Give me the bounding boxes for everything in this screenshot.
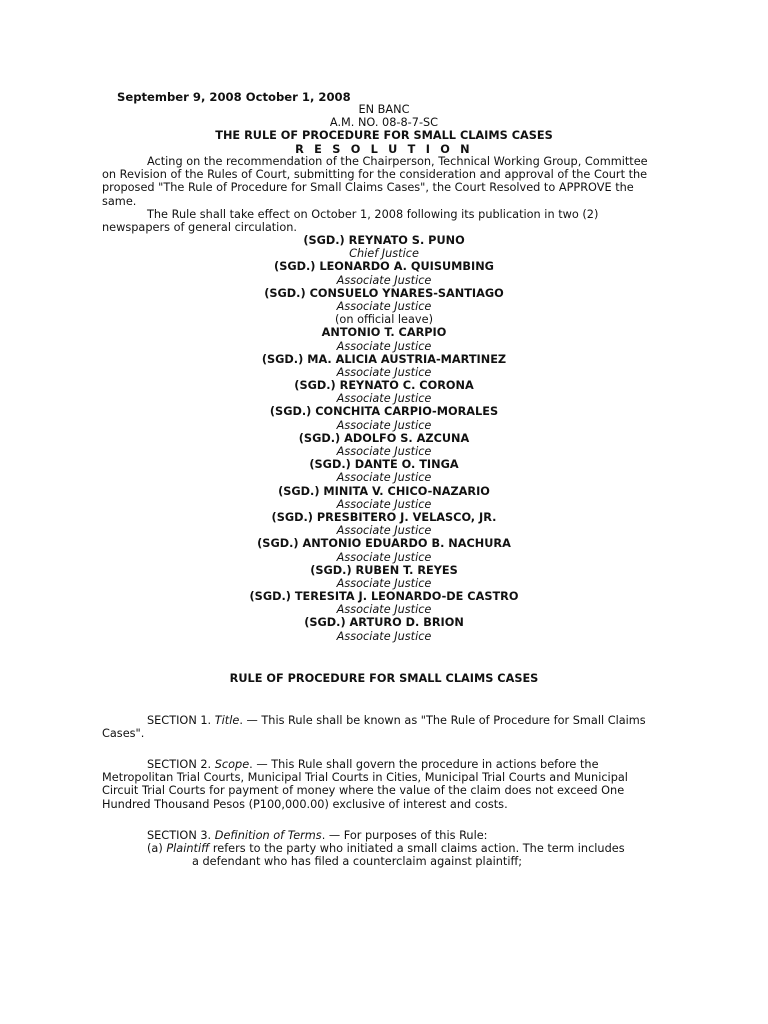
rule-heading: RULE OF PROCEDURE FOR SMALL CLAIMS CASES xyxy=(229,672,539,685)
signatory-title: Chief Justice xyxy=(349,247,419,261)
signatory-title: Associate Justice xyxy=(336,392,432,406)
signatory-name: (SGD.) REYNATO C. CORONA xyxy=(294,379,474,393)
signatory-name: ANTONIO T. CARPIO xyxy=(321,326,447,340)
signatories-block xyxy=(0,234,768,643)
signatory-name: (SGD.) CONSUELO YNARES-SANTIAGO xyxy=(264,286,504,300)
signatory-note: (on official leave) xyxy=(335,313,433,327)
item-a-text: refers to the party who initiated a small claims action. The term includes xyxy=(212,842,625,856)
section-3 xyxy=(102,829,662,869)
item-a-label: (a) xyxy=(147,842,163,856)
signatory-title: Associate Justice xyxy=(336,339,432,353)
resolution-paragraph-1: Acting on the recommendation of the Chairperson, Technical Working Group, Committee on Revision of the Rules of Court, submitting for the consideration and approval of the Court the proposed "The Rule of Procedure for Small Claims Cases", the Court Resolved to APPROVE the same. xyxy=(102,155,648,208)
signatory-title: Associate Justice xyxy=(336,550,432,564)
signatory-name: (SGD.) MINITA V. CHICO-NAZARIO xyxy=(278,484,490,498)
section-3-item-a-continued: a defendant who has filed a counterclaim against plaintiff; xyxy=(192,855,523,869)
resolution-heading: R E S O L U T I O N xyxy=(295,142,473,156)
signatory-name: (SGD.) REYNATO S. PUNO xyxy=(303,234,465,247)
section-1-label: SECTION 1. xyxy=(147,714,212,727)
document-header xyxy=(0,103,768,156)
section-3-term: Definition of Terms xyxy=(214,829,322,842)
signatory-name: (SGD.) PRESBITERO J. VELASCO, JR. xyxy=(271,510,497,524)
signatory-title: Associate Justice xyxy=(336,497,432,511)
signatory-name: (SGD.) LEONARDO A. QUISUMBING xyxy=(274,260,494,274)
section-3-item-a xyxy=(102,842,662,855)
section-2 xyxy=(102,758,662,811)
signatory-name: (SGD.) TERESITA J. LEONARDO-DE CASTRO xyxy=(249,590,519,604)
signatory-name: (SGD.) ARTURO D. BRION xyxy=(304,616,464,630)
signatory-title: Associate Justice xyxy=(336,629,432,643)
signatory-name: (SGD.) MA. ALICIA AUSTRIA-MARTINEZ xyxy=(261,352,507,366)
signatory-title: Associate Justice xyxy=(336,576,432,590)
document-title: THE RULE OF PROCEDURE FOR SMALL CLAIMS CASES xyxy=(215,129,553,143)
signatory-name: (SGD.) CONCHITA CARPIO-MORALES xyxy=(269,405,499,419)
signatory-name: (SGD.) ANTONIO EDUARDO B. NACHURA xyxy=(257,537,511,551)
item-a-term: Plaintiff xyxy=(166,842,210,856)
section-1-term: Title xyxy=(214,714,240,727)
case-number: A.M. NO. 08-8-7-SC xyxy=(329,116,439,130)
section-1 xyxy=(102,714,662,740)
court-division: EN BANC xyxy=(358,103,410,116)
signatory-title: Associate Justice xyxy=(336,418,432,432)
signatory-name: (SGD.) DANTE O. TINGA xyxy=(309,458,459,472)
signatory-title: Associate Justice xyxy=(336,273,432,287)
signatory-title: Associate Justice xyxy=(336,365,432,379)
signatory-title: Associate Justice xyxy=(336,603,432,617)
section-2-text: . — This Rule shall govern the procedure in actions before the Metropolitan Trial Courts, Municipal Trial Courts in Cities, Municipal Trial Courts and Municipal Circuit Trial Courts for payment of money where the value of the claim does not exceed One Hundred Thousand Pesos (P100,000.00) exclusive of interest and costs. xyxy=(102,758,628,811)
signatory-title: Associate Justice xyxy=(336,524,432,538)
resolution-paragraph-2: The Rule shall take effect on October 1, 2008 following its publication in two (2) newspapers of general circulation. xyxy=(102,208,599,235)
section-1-text: . — This Rule shall be known as "The Rule of Procedure for Small Claims Cases". xyxy=(102,714,646,741)
document-dates: September 9, 2008 October 1, 2008 xyxy=(117,90,351,104)
section-2-term: Scope xyxy=(214,758,250,771)
section-3-intro xyxy=(102,829,662,842)
signatory-title: Associate Justice xyxy=(336,299,432,313)
signatory-title: Associate Justice xyxy=(336,471,432,485)
section-3-label: SECTION 3. xyxy=(147,829,212,842)
signatory-name: (SGD.) ADOLFO S. AZCUNA xyxy=(298,431,470,445)
section-3-text: . — For purposes of this Rule: xyxy=(321,829,488,842)
signatory-name: (SGD.) RUBEN T. REYES xyxy=(310,563,458,577)
signatory-title: Associate Justice xyxy=(336,445,432,458)
section-2-label: SECTION 2. xyxy=(147,758,212,771)
